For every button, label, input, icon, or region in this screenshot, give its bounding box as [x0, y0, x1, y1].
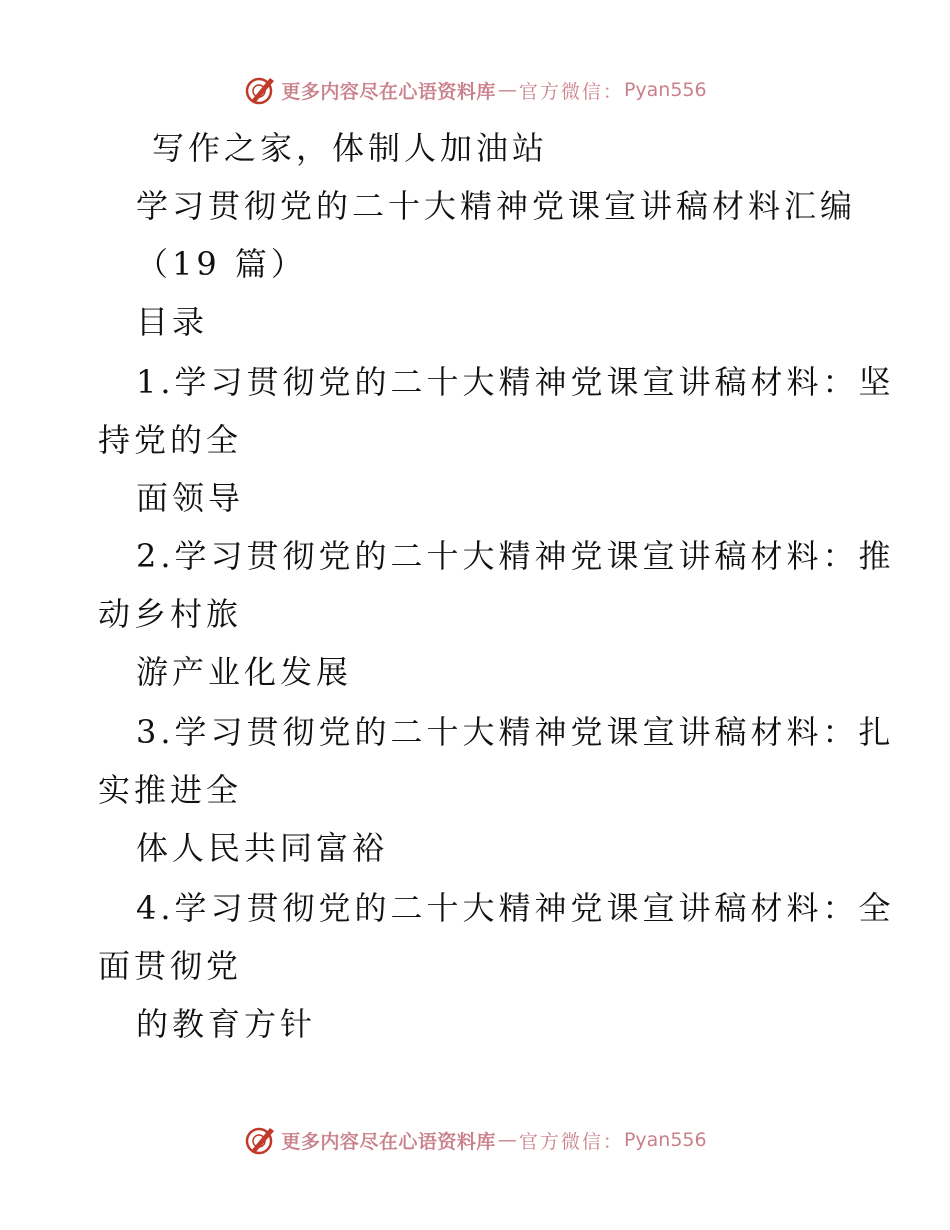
toc-item-4-line1: 4.学习贯彻党的二十大精神党课宣讲稿材料：全 [136, 889, 895, 927]
toc-item-2-line1: 2.学习贯彻党的二十大精神党课宣讲稿材料：推 [136, 537, 895, 575]
toc-item-2-line3: 游产业化发展 [136, 653, 353, 691]
toc-item-3-line3: 体人民共同富裕 [136, 829, 389, 867]
watermark-site-name: 更多内容尽在心语资料库 [281, 1130, 496, 1153]
watermark-wechat-label: 官方微信： [518, 80, 624, 103]
watermark-dash: — [497, 79, 517, 101]
watermark-wechat-label: 官方微信： [518, 1130, 624, 1153]
toc-item-2-line2: 动乡村旅 [98, 595, 243, 633]
site-line: 写作之家，体制人加油站 [152, 129, 549, 167]
pen-circle-icon [243, 73, 277, 107]
document-title: 学习贯彻党的二十大精神党课宣讲稿材料汇编 [136, 187, 857, 225]
watermark-banner-top [0, 70, 950, 110]
toc-heading: 目录 [136, 303, 209, 341]
toc-item-4-line3: 的教育方针 [136, 1005, 317, 1043]
toc-item-4-line2: 面贯彻党 [98, 947, 243, 985]
toc-item-1-line3: 面领导 [136, 479, 245, 517]
watermark-wechat-id: Pyan556 [623, 79, 707, 101]
toc-item-3-line1: 3.学习贯彻党的二十大精神党课宣讲稿材料：扎 [136, 713, 895, 751]
watermark-dash: — [497, 1129, 517, 1151]
toc-item-1-line2: 持党的全 [98, 421, 243, 459]
watermark-site-name: 更多内容尽在心语资料库 [281, 80, 496, 103]
pen-circle-icon [243, 1123, 277, 1157]
document-count: （19 篇） [136, 245, 307, 283]
watermark-wechat-id: Pyan556 [623, 1129, 707, 1151]
watermark-banner-bottom [0, 1120, 950, 1160]
toc-item-3-line2: 实推进全 [98, 771, 243, 809]
toc-item-1-line1: 1.学习贯彻党的二十大精神党课宣讲稿材料：坚 [136, 363, 895, 401]
